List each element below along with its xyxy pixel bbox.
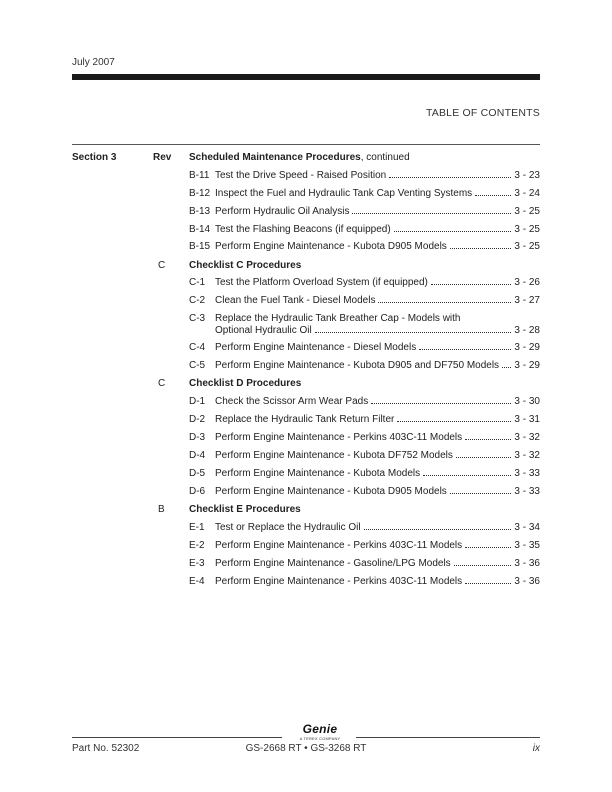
checklist-e-heading: Checklist E Procedures	[189, 504, 301, 515]
entry-code: E-3	[189, 558, 205, 569]
entry-page: 3 - 29	[514, 342, 540, 353]
entry-title[interactable]: Test the Flashing Beacons (if equipped)	[215, 224, 391, 235]
leader-dots	[394, 231, 512, 232]
logo-tagline: A TEREX COMPANY	[299, 736, 341, 741]
leader-dots	[456, 457, 512, 458]
entry-page: 3 - 33	[514, 486, 540, 497]
entry-title[interactable]: Perform Engine Maintenance - Diesel Models	[215, 342, 417, 353]
entry-page: 3 - 25	[514, 206, 540, 217]
entry-page: 3 - 30	[514, 396, 540, 407]
entry-page: 3 - 25	[514, 224, 540, 235]
footer-rule-right	[356, 737, 540, 738]
entry-title[interactable]: Replace the Hydraulic Tank Return Filter	[215, 414, 395, 425]
entry-code: B-13	[189, 206, 211, 217]
entry-code: C-1	[189, 277, 206, 288]
section-heading	[189, 152, 540, 164]
entry-title[interactable]: Perform Engine Maintenance - Kubota Models	[215, 468, 421, 479]
entry-code: E-4	[189, 576, 205, 587]
page-number: ix	[532, 743, 540, 754]
entry-code: E-2	[189, 540, 205, 551]
entry-title-line2[interactable]: Optional Hydraulic Oil	[215, 325, 312, 336]
rev-letter: C	[158, 260, 166, 271]
entry-title[interactable]: Perform Engine Maintenance - Perkins 403C-11 Models	[215, 576, 463, 587]
rev-letter: C	[158, 378, 166, 389]
entry-code: D-1	[189, 396, 206, 407]
part-number: Part No. 52302	[72, 743, 140, 754]
checklist-c-heading: Checklist C Procedures	[189, 260, 302, 271]
leader-dots	[465, 583, 511, 584]
entry-code: C-5	[189, 360, 206, 371]
entry-code: B-15	[189, 241, 211, 252]
entry-page: 3 - 35	[514, 540, 540, 551]
leader-dots	[423, 475, 511, 476]
section-heading-suffix: , continued	[360, 152, 410, 163]
entry-code: B-11	[189, 170, 210, 181]
entry-page: 3 - 24	[514, 188, 540, 199]
entry-code: D-6	[189, 486, 206, 497]
leader-dots	[502, 367, 511, 368]
rev-column-header: Rev	[153, 152, 172, 163]
checklist-d-heading: Checklist D Procedures	[189, 378, 302, 389]
leader-dots	[475, 195, 511, 196]
leader-dots	[450, 493, 512, 494]
entry-title[interactable]: Test the Platform Overload System (if equipped)	[215, 277, 428, 288]
entry-code: C-2	[189, 295, 206, 306]
entry-code: D-3	[189, 432, 206, 443]
leader-dots	[389, 177, 511, 178]
header-bar	[72, 74, 540, 80]
entry-title[interactable]: Perform Engine Maintenance - Perkins 403C-11 Models	[215, 540, 463, 551]
model-numbers: GS-2668 RT • GS-3268 RT	[245, 743, 367, 754]
genie-logo	[284, 723, 356, 741]
entry-title-line1[interactable]: Replace the Hydraulic Tank Breather Cap - Models with	[215, 313, 461, 324]
leader-dots	[465, 547, 511, 548]
leader-dots	[465, 439, 511, 440]
entry-code: D-2	[189, 414, 206, 425]
entry-code: B-14	[189, 224, 211, 235]
entry-page: 3 - 32	[514, 450, 540, 461]
entry-page: 3 - 28	[514, 325, 540, 336]
page-title: TABLE OF CONTENTS	[425, 107, 540, 119]
footer-rule-left	[72, 737, 282, 738]
leader-dots	[397, 421, 511, 422]
entry-title[interactable]: Test the Drive Speed - Raised Position	[215, 170, 387, 181]
section-heading-text: Scheduled Maintenance Procedures	[189, 152, 361, 163]
leader-dots	[378, 302, 511, 303]
leader-dots	[431, 284, 512, 285]
entry-page: 3 - 26	[514, 277, 540, 288]
entry-page: 3 - 33	[514, 468, 540, 479]
entry-page: 3 - 34	[514, 522, 540, 533]
entry-page: 3 - 36	[514, 558, 540, 569]
entry-title[interactable]: Perform Engine Maintenance - Kubota D905 Models	[215, 241, 447, 252]
section-label: Section 3	[72, 152, 117, 163]
entry-page: 3 - 31	[514, 414, 540, 425]
entry-page: 3 - 29	[514, 360, 540, 371]
rev-letter: B	[158, 504, 165, 515]
entry-code: C-3	[189, 313, 206, 324]
entry-page: 3 - 25	[514, 241, 540, 252]
entry-title[interactable]: Inspect the Fuel and Hydraulic Tank Cap Venting Systems	[215, 188, 473, 199]
leader-dots	[419, 349, 511, 350]
leader-dots	[364, 529, 512, 530]
entry-page: 3 - 36	[514, 576, 540, 587]
entry-title[interactable]: Test or Replace the Hydraulic Oil	[215, 522, 361, 533]
entry-title[interactable]: Perform Engine Maintenance - Kubota DF752 Models	[215, 450, 453, 461]
entry-title[interactable]: Clean the Fuel Tank - Diesel Models	[215, 295, 376, 306]
entry-title[interactable]: Perform Hydraulic Oil Analysis	[215, 206, 350, 217]
leader-dots	[454, 565, 512, 566]
entry-title[interactable]: Perform Engine Maintenance - Kubota D905 and DF750 Models	[215, 360, 500, 371]
entry-code: D-5	[189, 468, 206, 479]
entry-title[interactable]: Perform Engine Maintenance - Kubota D905 Models	[215, 486, 447, 497]
document-date: July 2007	[72, 57, 115, 68]
logo-wordmark: Genie	[302, 722, 338, 736]
entry-code: C-4	[189, 342, 206, 353]
entry-code: E-1	[189, 522, 205, 533]
entry-page: 3 - 23	[514, 170, 540, 181]
title-divider	[72, 144, 540, 145]
leader-dots	[352, 213, 511, 214]
entry-title[interactable]: Perform Engine Maintenance - Gasoline/LPG Models	[215, 558, 451, 569]
leader-dots	[371, 403, 511, 404]
leader-dots	[315, 332, 512, 333]
entry-code: B-12	[189, 188, 211, 199]
entry-title[interactable]: Perform Engine Maintenance - Perkins 403C-11 Models	[215, 432, 463, 443]
leader-dots	[450, 248, 512, 249]
entry-page: 3 - 32	[514, 432, 540, 443]
entry-code: D-4	[189, 450, 206, 461]
entry-page: 3 - 27	[514, 295, 540, 306]
entry-title[interactable]: Check the Scissor Arm Wear Pads	[215, 396, 369, 407]
